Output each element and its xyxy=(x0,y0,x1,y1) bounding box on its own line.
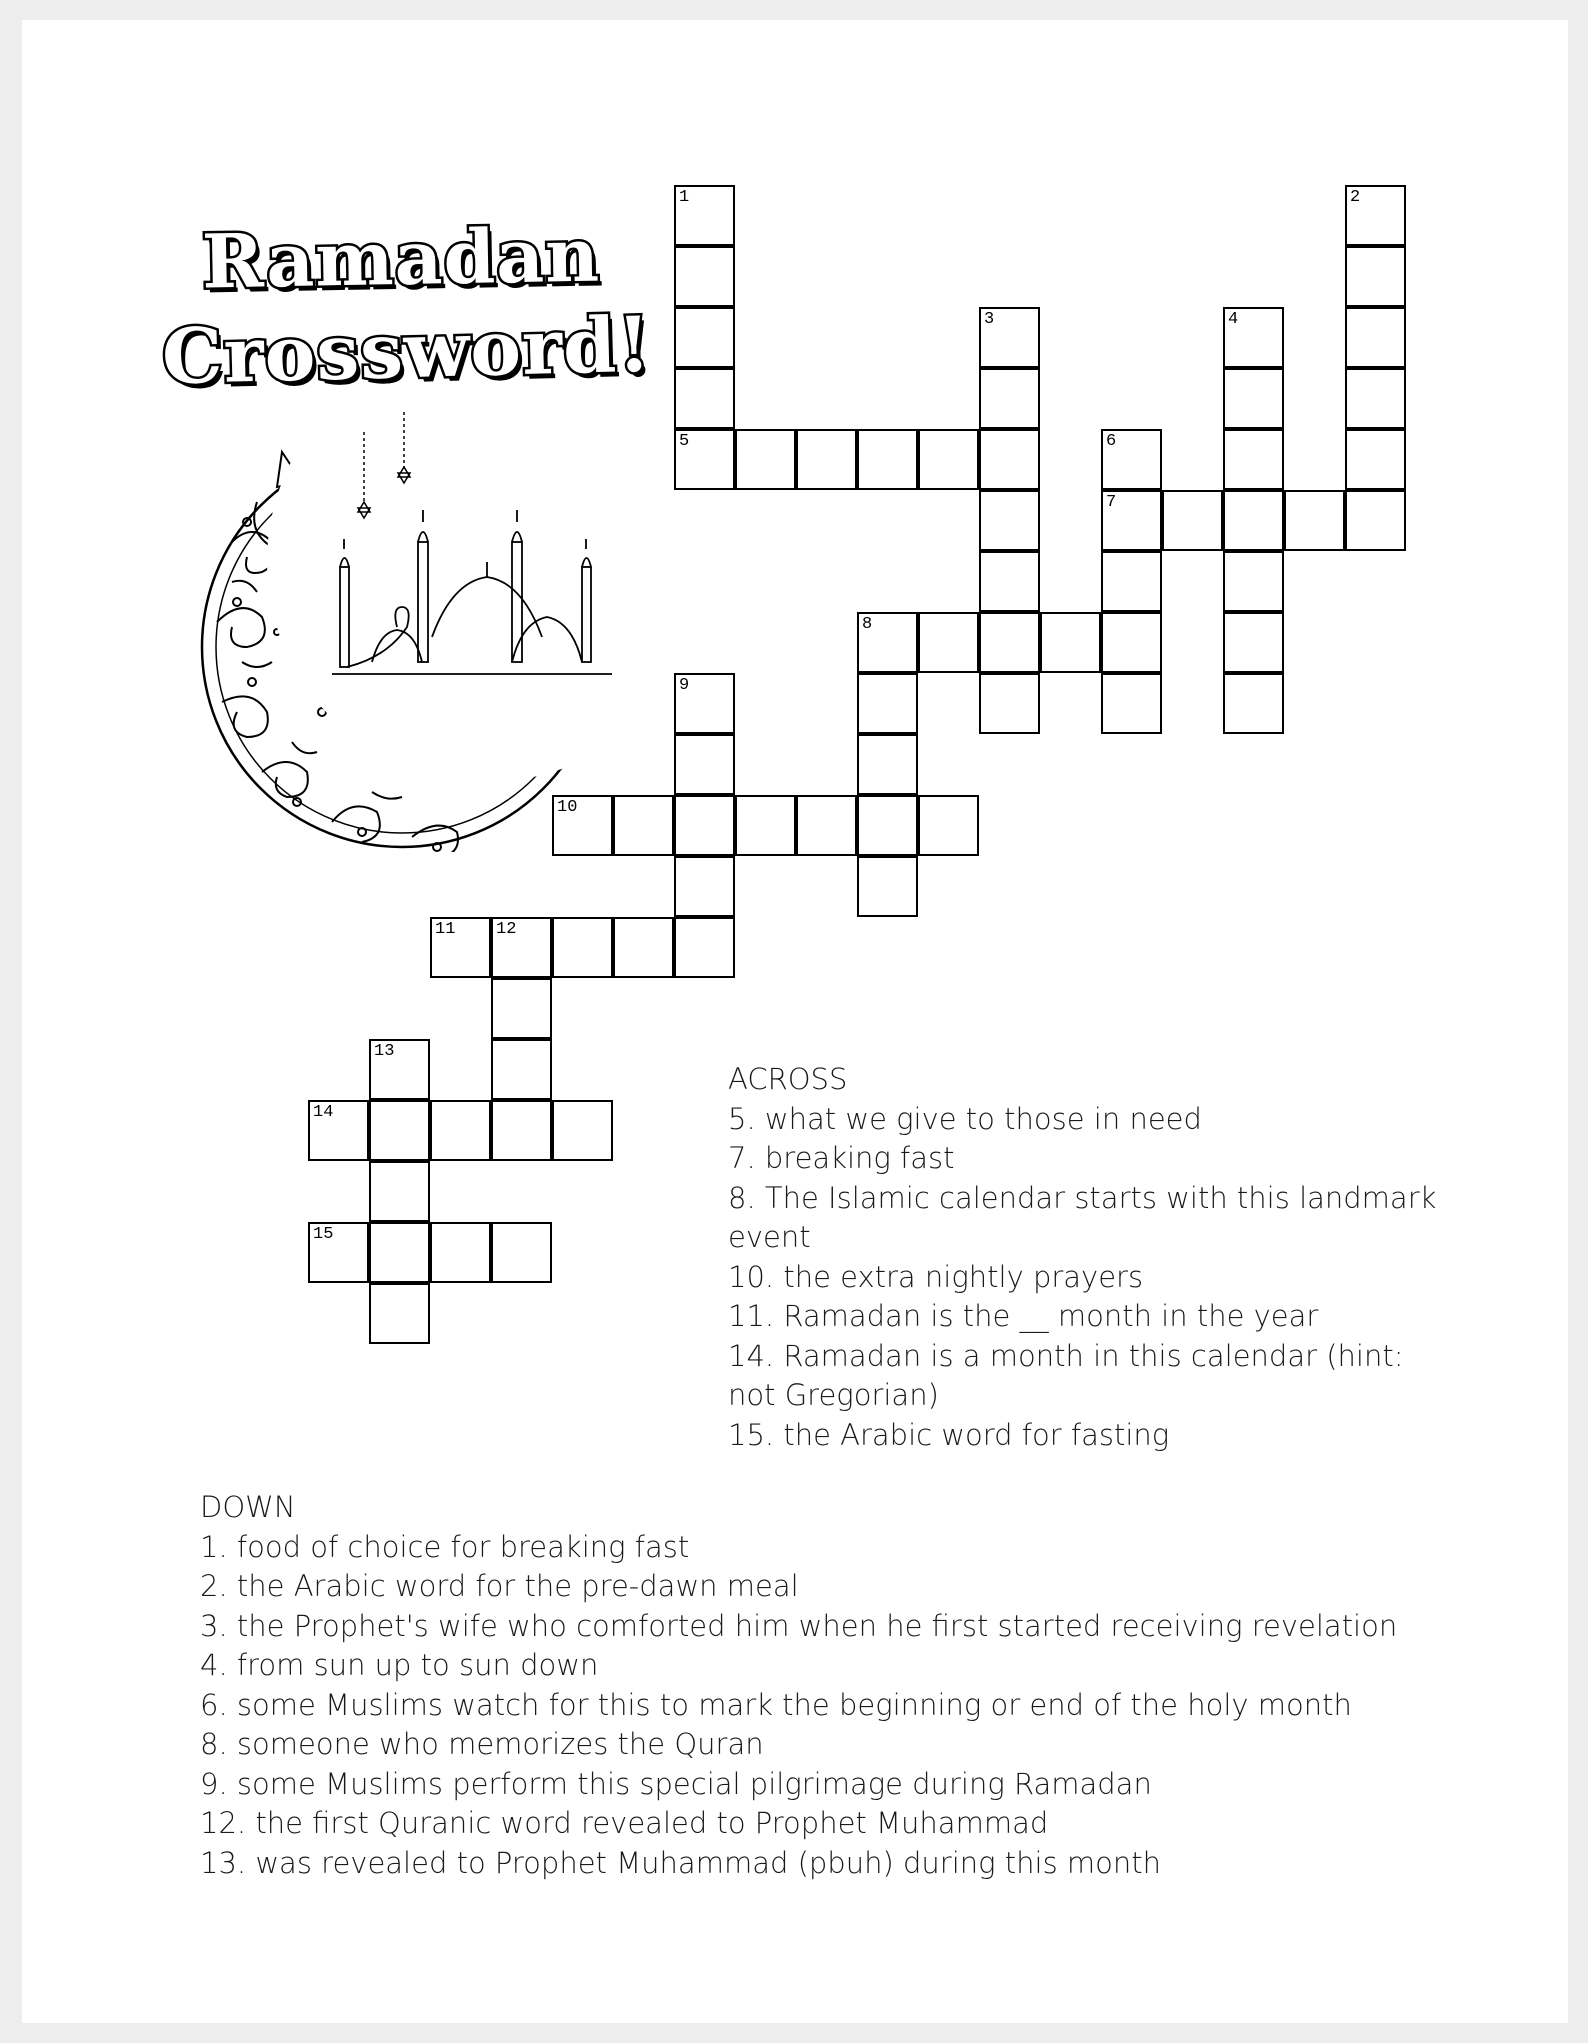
cell-number: 3 xyxy=(984,310,995,329)
crossword-cell[interactable] xyxy=(491,1039,552,1100)
crossword-cell[interactable] xyxy=(369,1222,430,1283)
crossword-cell[interactable] xyxy=(1345,246,1406,307)
crossword-cell[interactable] xyxy=(1223,612,1284,673)
crossword-cell[interactable] xyxy=(552,1100,613,1161)
crossword-cell[interactable] xyxy=(369,1161,430,1222)
across-clue: 14. Ramadan is a month in this calendar (hint: not Gregorian) xyxy=(728,1338,1404,1412)
down-clues xyxy=(200,1488,1500,1883)
crossword-cell[interactable] xyxy=(1345,490,1406,551)
crossword-cell[interactable] xyxy=(1101,429,1162,490)
crossword-cell[interactable] xyxy=(1040,612,1101,673)
across-clue: 15. the Arabic word for fasting xyxy=(728,1417,1170,1452)
cell-number: 2 xyxy=(1350,188,1361,207)
crossword-cell[interactable] xyxy=(1223,490,1284,551)
crossword-cell[interactable] xyxy=(979,368,1040,429)
down-clue: 9. some Muslims perform this special pilgrimage during Ramadan xyxy=(200,1766,1152,1801)
cell-number: 6 xyxy=(1106,432,1117,451)
crossword-cell[interactable] xyxy=(674,307,735,368)
crossword-cell[interactable] xyxy=(1345,185,1406,246)
cell-number: 1 xyxy=(679,188,690,207)
crossword-cell[interactable] xyxy=(735,795,796,856)
crossword-cell[interactable] xyxy=(857,734,918,795)
crossword-cell[interactable] xyxy=(979,307,1040,368)
crossword-cell[interactable] xyxy=(979,673,1040,734)
crossword-cell[interactable] xyxy=(857,795,918,856)
cell-number: 11 xyxy=(435,920,456,939)
crossword-cell[interactable] xyxy=(979,551,1040,612)
down-clue: 8. someone who memorizes the Quran xyxy=(200,1727,764,1761)
crossword-cell[interactable] xyxy=(369,1039,430,1100)
crossword-cell[interactable] xyxy=(1345,307,1406,368)
crossword-cell[interactable] xyxy=(674,734,735,795)
cell-number: 15 xyxy=(313,1225,334,1244)
across-clue: 10. the extra nightly prayers xyxy=(728,1259,1144,1294)
worksheet-page xyxy=(22,20,1568,2023)
down-clue: 1. food of choice for breaking fast xyxy=(200,1529,690,1564)
crescent-moon-mosque-icon xyxy=(172,392,632,852)
cell-number: 9 xyxy=(679,676,690,695)
crossword-cell[interactable] xyxy=(857,856,918,917)
crossword-cell[interactable] xyxy=(491,978,552,1039)
across-clue: 8. The Islamic calendar starts with this landmark event xyxy=(728,1180,1437,1254)
crossword-cell[interactable] xyxy=(674,429,735,490)
title-line-2: Crossword! xyxy=(160,299,653,402)
down-clue: 6. some Muslims watch for this to mark the beginning or end of the holy month xyxy=(200,1687,1352,1722)
across-clue: 5. what we give to those in need xyxy=(728,1101,1202,1136)
down-clue: 13. was revealed to Prophet Muhammad (pbuh) during this month xyxy=(200,1845,1162,1880)
crossword-cell[interactable] xyxy=(918,612,979,673)
crossword-cell[interactable] xyxy=(1284,490,1345,551)
cell-number: 4 xyxy=(1228,310,1239,329)
crossword-cell[interactable] xyxy=(1101,551,1162,612)
crossword-cell[interactable] xyxy=(1223,429,1284,490)
crossword-cell[interactable] xyxy=(918,795,979,856)
crossword-cell[interactable] xyxy=(1223,368,1284,429)
crossword-cell[interactable] xyxy=(1345,368,1406,429)
crossword-cell[interactable] xyxy=(857,673,918,734)
crossword-cell[interactable] xyxy=(674,856,735,917)
crossword-cell[interactable] xyxy=(430,917,491,978)
down-clue: 3. the Prophet's wife who comforted him when he first started receiving revelation xyxy=(200,1608,1398,1643)
down-clue: 12. the first Quranic word revealed to Prophet Muhammad xyxy=(200,1806,1049,1840)
crossword-cell[interactable] xyxy=(430,1100,491,1161)
crossword-cell[interactable] xyxy=(1223,551,1284,612)
crossword-cell[interactable] xyxy=(857,612,918,673)
cell-number: 5 xyxy=(679,432,690,451)
crossword-cell[interactable] xyxy=(735,429,796,490)
across-heading: ACROSS xyxy=(728,1062,848,1096)
crossword-cell[interactable] xyxy=(674,795,735,856)
crossword-cell[interactable] xyxy=(491,1100,552,1161)
crossword-cell[interactable] xyxy=(674,368,735,429)
crossword-cell[interactable] xyxy=(979,612,1040,673)
down-clue: 2. the Arabic word for the pre-dawn meal xyxy=(200,1569,799,1603)
crossword-cell[interactable] xyxy=(552,795,613,856)
crossword-cell[interactable] xyxy=(674,917,735,978)
crossword-cell[interactable] xyxy=(308,1222,369,1283)
cell-number: 10 xyxy=(557,798,578,817)
crossword-cell[interactable] xyxy=(796,795,857,856)
cell-number: 8 xyxy=(862,615,873,634)
crossword-cell[interactable] xyxy=(1162,490,1223,551)
cell-number: 13 xyxy=(374,1042,395,1061)
crossword-cell[interactable] xyxy=(613,917,674,978)
crossword-cell[interactable] xyxy=(674,673,735,734)
crossword-cell[interactable] xyxy=(1223,673,1284,734)
crossword-cell[interactable] xyxy=(1345,429,1406,490)
across-clue: 11. Ramadan is the __ month in the year xyxy=(728,1299,1319,1333)
title-line-1: Ramadan xyxy=(201,212,601,306)
crossword-cell[interactable] xyxy=(979,429,1040,490)
crossword-cell[interactable] xyxy=(1223,307,1284,368)
crossword-cell[interactable] xyxy=(369,1100,430,1161)
crossword-cell[interactable] xyxy=(369,1283,430,1344)
crossword-cell[interactable] xyxy=(674,246,735,307)
cell-number: 12 xyxy=(496,920,517,939)
cell-number: 14 xyxy=(313,1103,334,1122)
crossword-cell[interactable] xyxy=(979,490,1040,551)
crossword-cell[interactable] xyxy=(491,917,552,978)
cell-number: 7 xyxy=(1106,493,1117,512)
across-clues xyxy=(728,1060,1448,1455)
crossword-cell[interactable] xyxy=(918,429,979,490)
crossword-cell[interactable] xyxy=(857,429,918,490)
crossword-cell[interactable] xyxy=(430,1222,491,1283)
crossword-cell[interactable] xyxy=(308,1100,369,1161)
crossword-cell[interactable] xyxy=(1101,612,1162,673)
crossword-cell[interactable] xyxy=(1101,673,1162,734)
crossword-cell[interactable] xyxy=(1101,490,1162,551)
down-clue: 4. from sun up to sun down xyxy=(200,1648,599,1682)
crossword-cell[interactable] xyxy=(796,429,857,490)
crossword-cell[interactable] xyxy=(552,917,613,978)
crossword-cell[interactable] xyxy=(613,795,674,856)
crossword-cell[interactable] xyxy=(491,1222,552,1283)
crossword-cell[interactable] xyxy=(674,185,735,246)
down-heading: DOWN xyxy=(200,1490,296,1524)
across-clue: 7. breaking fast xyxy=(728,1141,955,1175)
